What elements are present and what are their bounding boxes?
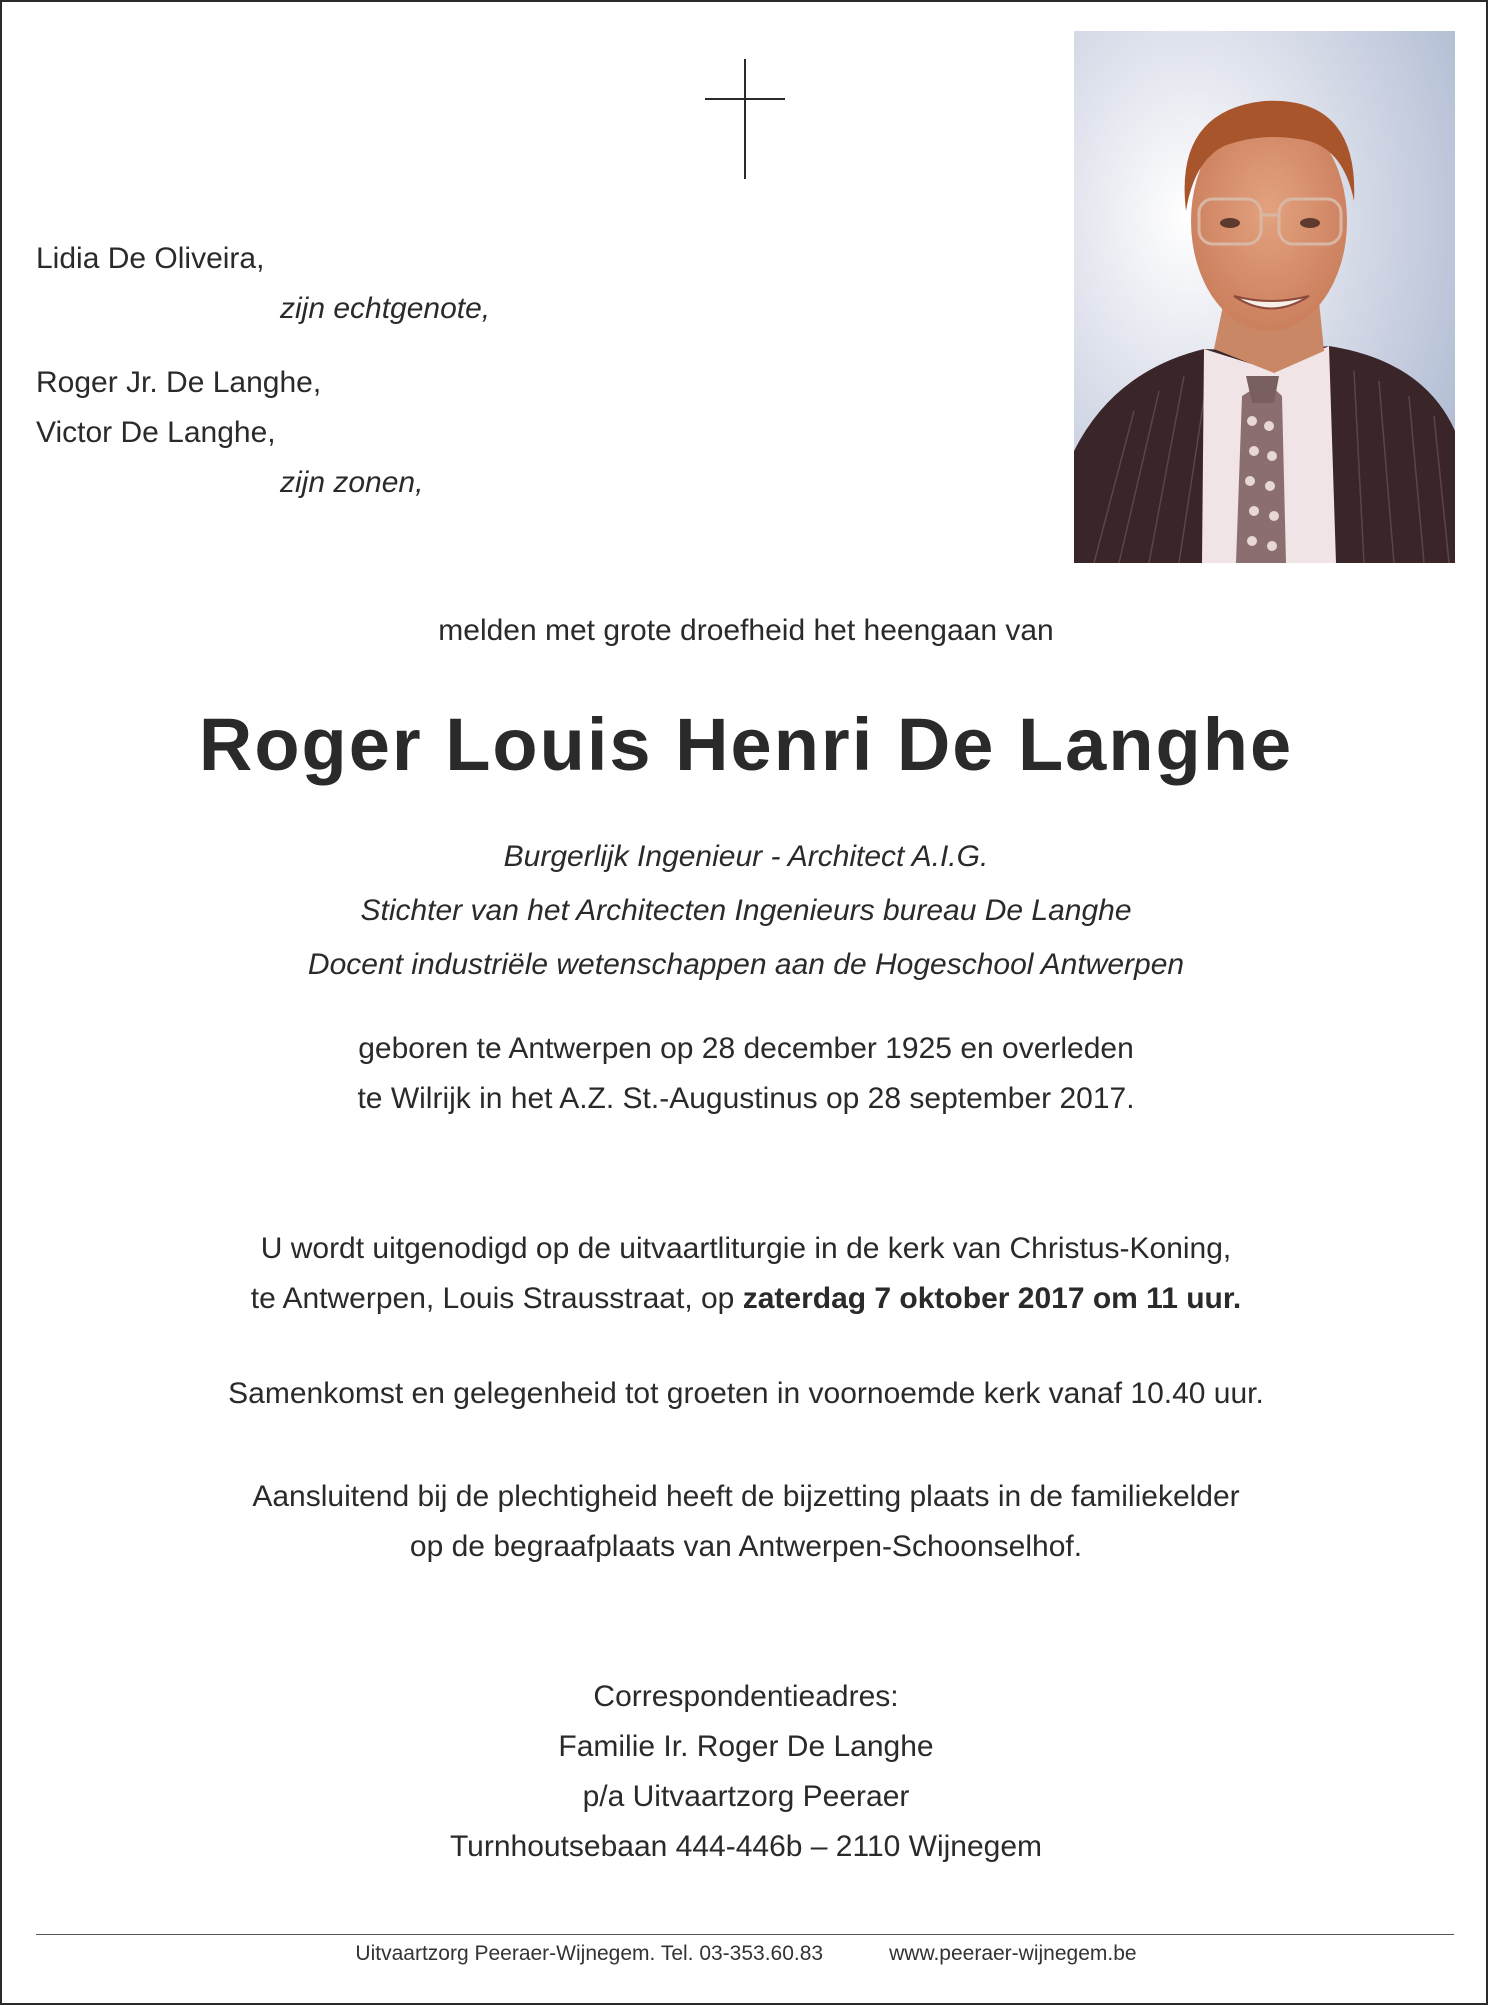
address-line: Familie Ir. Roger De Langhe	[558, 1730, 934, 1763]
family-list	[36, 234, 490, 508]
burial-info	[2, 1472, 1488, 1572]
burial-line: op de begraafplaats van Antwerpen-Schoonselhof.	[409, 1530, 1083, 1563]
correspondence-address	[2, 1672, 1488, 1872]
titles-block	[2, 830, 1488, 992]
burial-line: Aansluitend bij de plechtigheid heeft de bijzetting plaats in de familiekelder	[252, 1480, 1240, 1513]
title-line: Stichter van het Architecten Ingenieurs bureau De Langhe	[360, 894, 1132, 927]
footer-divider	[36, 1934, 1454, 1935]
death-line: te Wilrijk in het A.Z. St.-Augustinus op 28 september 2017.	[357, 1082, 1135, 1115]
title-line: Burgerlijk Ingenieur - Architect A.I.G.	[503, 840, 989, 873]
funeral-invitation	[2, 1224, 1488, 1324]
son-name: Roger Jr. De Langhe,	[36, 366, 322, 399]
spouse-role: zijn echtgenote,	[280, 292, 491, 325]
funeral-line	[2, 1274, 1488, 1324]
sons-role: zijn zonen,	[280, 466, 424, 499]
son-name: Victor De Langhe,	[36, 416, 276, 449]
birth-death-block	[2, 1024, 1488, 1124]
footer-company: Uitvaartzorg Peeraer-Wijnegem. Tel. 03-353.60.83	[355, 1942, 824, 1965]
deceased-name: Roger Louis Henri De Langhe	[198, 703, 1294, 786]
funeral-location: te Antwerpen, Louis Strausstraat, op	[250, 1282, 743, 1315]
portrait-photo	[1074, 31, 1455, 563]
correspondence-heading: Correspondentieadres:	[593, 1680, 899, 1713]
gathering-info: Samenkomst en gelegenheid tot groeten in voornoemde kerk vanaf 10.40 uur.	[228, 1377, 1264, 1410]
title-line: Docent industriële wetenschappen aan de Hogeschool Antwerpen	[307, 948, 1185, 981]
spouse-name: Lidia De Oliveira,	[36, 242, 265, 275]
funeral-line: U wordt uitgenodigd op de uitvaartliturgie in de kerk van Christus-Koning,	[260, 1232, 1232, 1265]
address-line: Turnhoutsebaan 444-446b – 2110 Wijnegem	[449, 1830, 1043, 1863]
announcement: melden met grote droefheid het heengaan van	[438, 614, 1054, 647]
birth-line: geboren te Antwerpen op 28 december 1925 en overleden	[358, 1032, 1134, 1065]
footer	[2, 1942, 1488, 1966]
footer-website: www.peeraer-wijnegem.be	[889, 1942, 1137, 1965]
funeral-date: zaterdag 7 oktober 2017 om 11 uur.	[742, 1282, 1242, 1315]
cross-icon	[705, 59, 785, 179]
address-line: p/a Uitvaartzorg Peeraer	[582, 1780, 910, 1813]
